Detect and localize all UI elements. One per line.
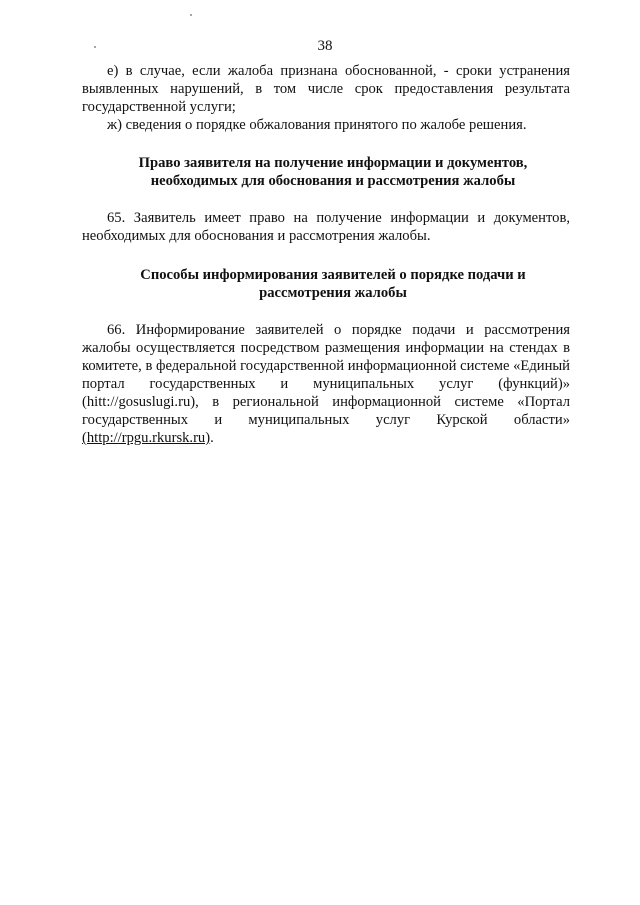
paragraph-65: 65. Заявитель имеет право на получение информации и документов, необходимых для обоснования и рассмотрения жалобы.: [82, 210, 570, 244]
list-item-zh: ж) сведения о порядке обжалования принятого по жалобе решения.: [107, 117, 527, 133]
list-item-e: е) в случае, если жалоба признана обоснованной, - сроки устранения выявленных нарушений, в том числе срок предоставления результата государственной услуги;: [82, 63, 570, 115]
paragraph-66-text: 66. Информирование заявителей о порядке подачи и рассмотрения жалобы осуществляется посредством размещения информации на стендах в комитете, в федеральной государственной информационной системе «Единый портал государственных и муниципальных услуг (функций)» (hitt://gosuslugi.ru), в региональной информационной системе «Портал государственных и муниципальных услуг Курской области»: [82, 322, 570, 428]
paragraph-66-end: .: [210, 430, 214, 446]
page-number: 38: [317, 38, 333, 54]
section-heading-informing-methods: Способы информирования заявителей о порядке подачи и рассмотрения жалобы: [140, 267, 526, 301]
section-heading-right-to-information: Право заявителя на получение информации и документов, необходимых для обоснования и рассмотрения жалобы: [138, 155, 528, 189]
rpgu-link[interactable]: (http://rpgu.rkursk.ru): [82, 430, 211, 446]
scan-speck: [190, 14, 192, 16]
paragraph-66: [82, 321, 570, 447]
document-body: [82, 62, 570, 447]
